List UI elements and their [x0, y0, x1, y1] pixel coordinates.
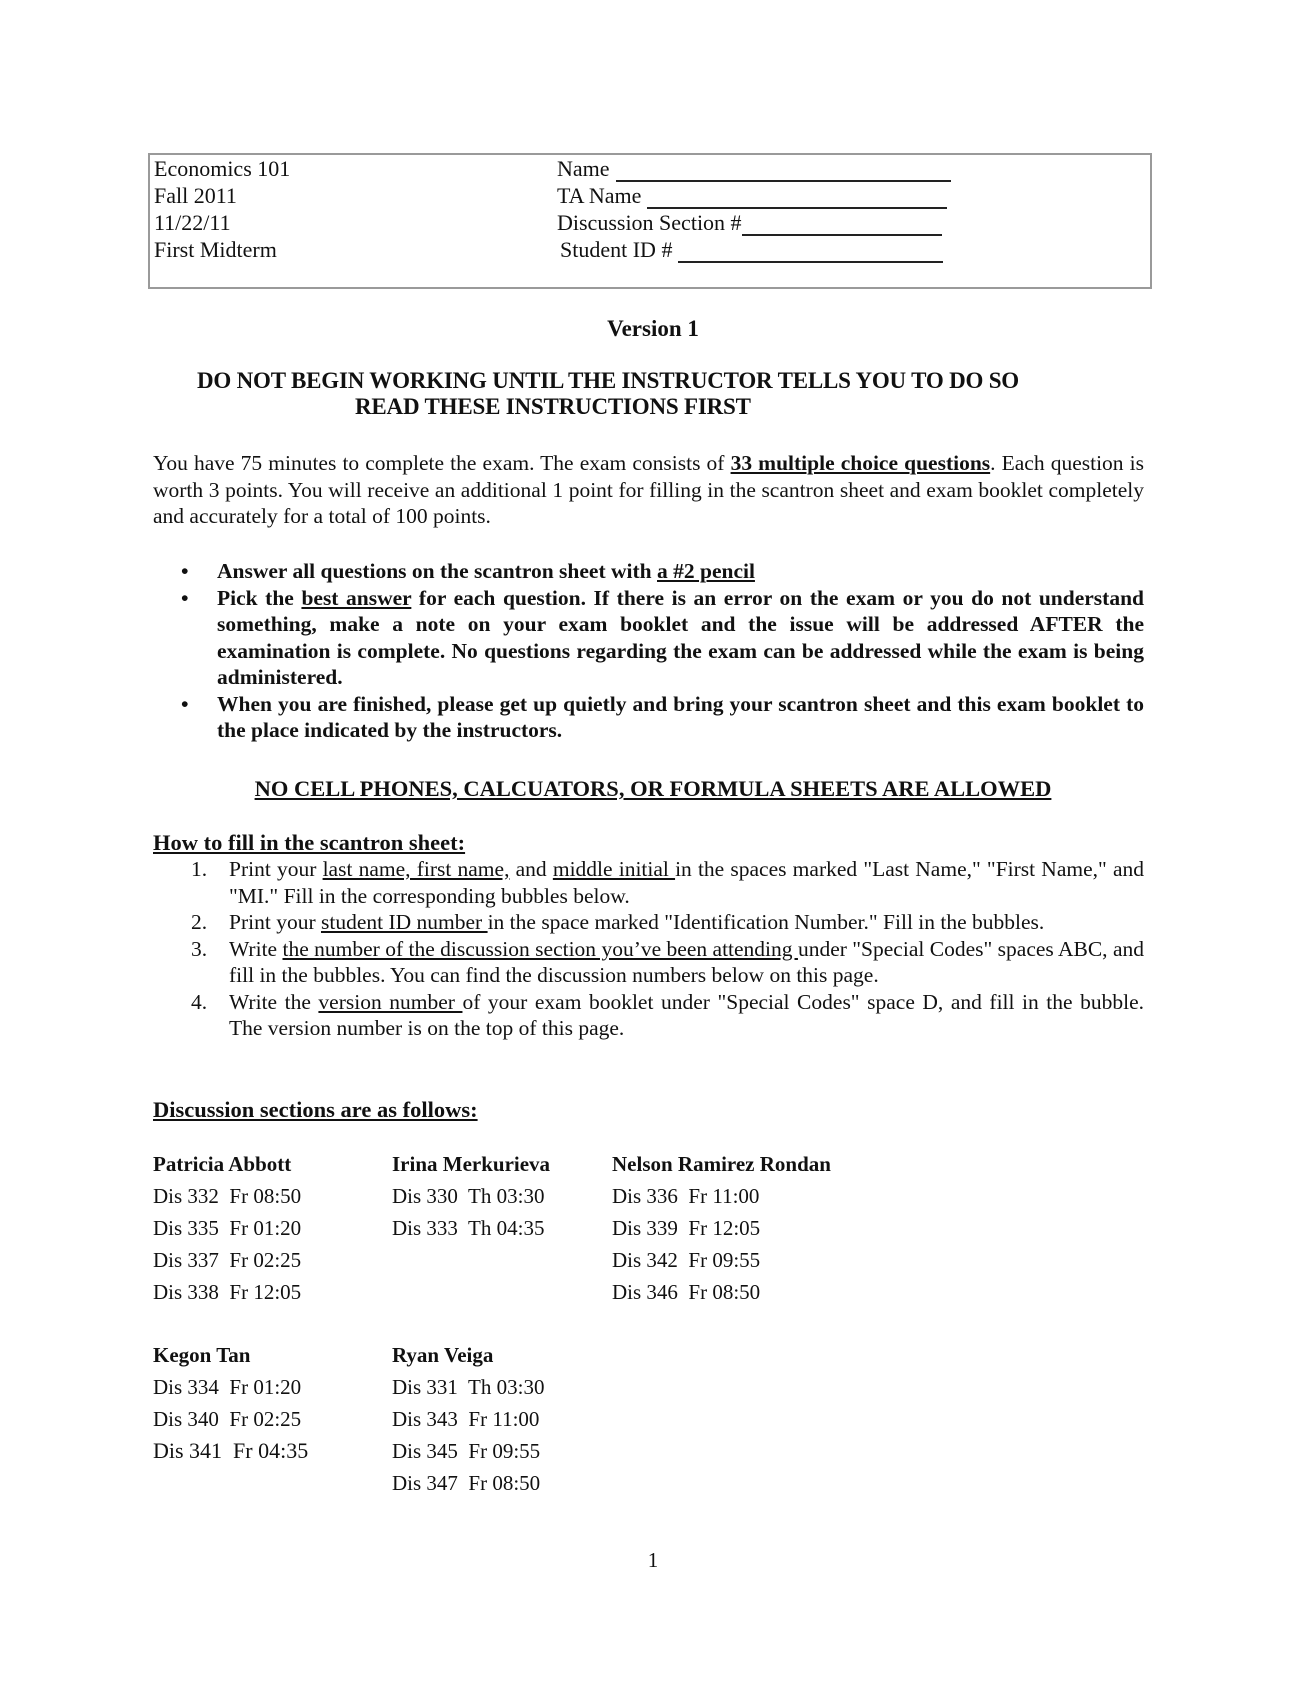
- section-entry: Dis 335 Fr 01:20: [153, 1216, 302, 1240]
- section-entry: Dis 331 Th 03:30: [392, 1375, 545, 1399]
- section-entry: Dis 347 Fr 08:50: [392, 1471, 541, 1495]
- name-field: [557, 155, 951, 182]
- step-text: and: [509, 857, 553, 881]
- step-text: Print your: [229, 857, 323, 881]
- bullet-text: for each question. If there is an error on the exam or you do not understand something, make a note on your exam booklet and the issue will be addressed AFTER the examination is complete. No questions regarding the exam can be addressed while the exam is being administered.: [217, 585, 1144, 689]
- instruction-bullets: [153, 558, 1144, 744]
- ta-block-abbott: [153, 1148, 301, 1308]
- section-entry: Dis 332 Fr 08:50: [153, 1184, 302, 1208]
- no-phones-notice: NO CELL PHONES, CALCUATORS, OR FORMULA SHEETS ARE ALLOWED: [254, 776, 1052, 801]
- student-id-field: [557, 236, 951, 263]
- ta-block-ramirez-rondan: [612, 1148, 831, 1308]
- ta-block-veiga: [392, 1339, 544, 1499]
- bullet-item: [153, 691, 1144, 744]
- step-emphasis: middle initial: [552, 857, 676, 881]
- step-emphasis: student ID number: [320, 910, 488, 934]
- course-info: [154, 155, 290, 263]
- discussion-section-field: [557, 209, 951, 236]
- warning-line-1: DO NOT BEGIN WORKING UNTIL THE INSTRUCTOR TELLS YOU TO DO SO: [197, 368, 1019, 393]
- step-number: 2.: [191, 910, 208, 934]
- section-entry: Dis 338 Fr 12:05: [153, 1280, 302, 1304]
- section-entry: Dis 337 Fr 02:25: [153, 1248, 302, 1272]
- bullet-text: Answer all questions on the scantron sheet with: [217, 559, 657, 583]
- section-entry: Dis 334 Fr 01:20: [153, 1375, 302, 1399]
- intro-paragraph: [153, 450, 1144, 530]
- intro-text-b: . Each question is worth 3 points. You will receive an additional 1 point for filling in the scantron sheet and exam booklet completely and accurately for a total of 100 points.: [153, 451, 1144, 528]
- section-entry: Dis 341 Fr 04:35: [153, 1438, 309, 1463]
- name-blank[interactable]: [616, 160, 951, 182]
- ta-name: Irina Merkurieva: [392, 1152, 551, 1176]
- step-text: in the space marked "Identification Number." Fill in the bubbles.: [487, 910, 1045, 934]
- bullet-emphasis: best answer: [301, 585, 412, 610]
- ta-block-merkurieva: [392, 1148, 550, 1244]
- step-text: Print your: [229, 910, 321, 934]
- page-number: 1: [647, 1548, 659, 1572]
- step-item: [153, 936, 1144, 989]
- discussion-section-label: Discussion Section #: [557, 210, 742, 235]
- section-entry: Dis 343 Fr 11:00: [392, 1407, 540, 1431]
- step-item: [153, 856, 1144, 909]
- section-entry: Dis 346 Fr 08:50: [612, 1280, 761, 1304]
- step-text: of your exam booklet under "Special Codes" space D, and fill in the bubble. The version number is on the top of this page.: [229, 989, 1144, 1040]
- step-emphasis: last name, first name,: [322, 857, 510, 881]
- bullet-emphasis: a #2 pencil: [657, 559, 755, 583]
- section-entry: Dis 333 Th 04:35: [392, 1216, 545, 1240]
- student-fields: [557, 155, 951, 263]
- step-text: Write: [229, 936, 283, 961]
- section-entry: Dis 340 Fr 02:25: [153, 1407, 302, 1431]
- section-entry: Dis 342 Fr 09:55: [612, 1248, 761, 1272]
- warning-line-2: READ THESE INSTRUCTIONS FIRST: [355, 394, 751, 419]
- version-label: Version 1: [607, 316, 699, 341]
- term: Fall 2011: [154, 183, 237, 208]
- ta-name: Nelson Ramirez Rondan: [612, 1152, 831, 1176]
- ta-name-label: TA Name: [557, 183, 642, 208]
- ta-block-tan: [153, 1339, 308, 1467]
- ta-name-field: [557, 182, 951, 209]
- intro-emphasis: 33 multiple choice questions: [730, 451, 991, 475]
- discussion-section-blank[interactable]: [742, 214, 942, 236]
- ta-name: Patricia Abbott: [153, 1152, 292, 1176]
- step-item: [153, 909, 1144, 936]
- step-number: 4.: [191, 989, 208, 1014]
- bullet-item: [153, 585, 1144, 691]
- ta-name-blank[interactable]: [647, 187, 947, 209]
- name-label: Name: [557, 156, 610, 181]
- section-entry: Dis 330 Th 03:30: [392, 1184, 545, 1208]
- step-number: 1.: [191, 857, 208, 881]
- bullet-text: When you are finished, please get up quietly and bring your scantron sheet and this exam booklet to the place indicated by the instructors.: [217, 691, 1144, 742]
- bullet-text: Pick the: [217, 585, 302, 610]
- section-entry: Dis 336 Fr 11:00: [612, 1184, 760, 1208]
- step-number: 3.: [191, 936, 208, 961]
- howto-title: How to fill in the scantron sheet:: [153, 830, 466, 855]
- student-id-label: Student ID #: [560, 237, 673, 262]
- intro-text-a: You have 75 minutes to complete the exam. The exam consists of: [153, 451, 731, 475]
- step-emphasis: version number: [318, 989, 463, 1014]
- bullet-item: [153, 558, 1144, 585]
- student-id-blank[interactable]: [678, 241, 943, 263]
- scantron-steps: [153, 856, 1144, 1042]
- ta-name: Ryan Veiga: [392, 1343, 494, 1367]
- section-entry: Dis 339 Fr 12:05: [612, 1216, 761, 1240]
- step-text: Write the: [229, 989, 319, 1014]
- course-name: Economics 101: [154, 156, 291, 181]
- step-text: under "Special Codes" spaces ABC, and fill in the bubbles. You can find the discussion numbers below on this page.: [229, 936, 1144, 987]
- exam-date: 11/22/11: [154, 210, 231, 235]
- ta-name: Kegon Tan: [153, 1343, 251, 1367]
- exam-title: First Midterm: [154, 237, 277, 262]
- exam-header-box: [148, 153, 1152, 289]
- step-text: in the spaces marked "Last Name," "First Name," and "MI." Fill in the corresponding bubbles below.: [229, 857, 1145, 908]
- step-emphasis: the number of the discussion section you’ve been attending: [282, 936, 798, 961]
- section-entry: Dis 345 Fr 09:55: [392, 1439, 541, 1463]
- discussion-title: Discussion sections are as follows:: [153, 1097, 478, 1122]
- step-item: [153, 989, 1144, 1042]
